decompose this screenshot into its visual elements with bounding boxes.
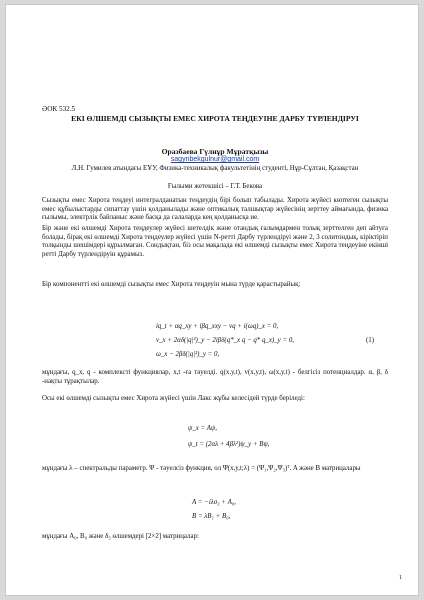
paragraph-intro: Сызықты емес Хирота теңдеуі интегралданатын теңдеудің бірі болып табылады. Хирота жүйесі көптеген сызықты емес құбылыстарды сипаттау үшін қолданылады және оптикалық талшықтар жүйесінің зерттеу аймағында, физика ғылымы, электрлік байланыс және басқа да салаларда кең қолданысқа ие. [42,197,388,222]
equation-2-line-1: ψ_x = Aψ, [188,425,217,432]
paper-title: ЕКІ ӨЛШЕМДІ СЫЗЫҚТЫ ЕМЕС ХИРОТА ТЕҢДЕУІНЕ ДАРБУ ТҮРЛЕНДІРУІ [71,114,359,123]
equation-1-number: (1) [366,337,375,344]
page-number: 1 [399,575,402,581]
equation-2-line-2: ψ_t = (2αλ + 4βλ²)ψ_y + Bψ, [188,441,270,448]
equation-1-line-3: ω_x − 2βδ(|q|²)_y = 0, [156,351,220,358]
author-email-link[interactable]: sagynbekgulnur@gmail.com [170,156,260,163]
paragraph-spectral: мұндағы λ – спектральды параметр. Ψ - тәуелсіз функция, ол Ψ(x,y,t;λ) = (Ψ₁,Ψ₂,Ψ₃)ᵀ. A және B матрицалары [42,465,361,472]
author-name: Оразбаева Гүлнұр Мұратқызы [161,147,269,156]
equation-1-line-1: iq_t + αq_xy + iβq_xxy − vq + i(ωq)_x = 0, [156,323,279,330]
paper-page [5,4,419,596]
paragraph-definitions: мұндағы, q_x, q - комплексті функциялар, x,t -ға тәуелді. q(x,y,t), v(x,y,t), ω(x,y,t) - белгісіз потенциалдар. α, β, δ -нақты тұрақтылар. [42,369,388,385]
equation-1-line-2: v_x + 2αδ(|q|²)_y − 2iβδ(q*_x q − q* q_x)_y = 0, [156,337,294,344]
paragraph-lax-pair: Осы екі өлшемді сызықты емес Хирота жүйесі үшін Лакс жұбы келесідей түрде беріледі: [42,395,305,402]
equation-3-line-2: B = λB₁ + B₀, [192,513,231,520]
paragraph-matrices: мұндағы A₀, B₀ және δ₃ өлшемдері [2×2] матрицалар: [42,533,199,540]
udc-code: ӘОК 532.5 [42,105,76,113]
supervisor: Ғылыми жетекшісі – Г.Т. Бекова [167,183,263,190]
paragraph-background: Бір және екі өлшемді Хирота теңдеулер жүйесі шетелдік және отандық ғалымдармен толық зерттелген деп айтуға болады, бірақ екі өлшемді Хирота теңдеулер жүйесі үшін N-ретті Дарбу түрлендіруі және 2, 3 солитондық, кіріктіріп толқынды шешімдері құрылмаған. Сондықтан, біз осы мақалада екі өлшемді сызықты емес Хирота теңдеуіне екінші ретті Дарбу түрлендіруін құрамыз. [42,225,388,258]
equation-3-line-1: A = −iλσ₃ + A₀, [192,499,236,506]
affiliation: Л.Н. Гумилев атындағы ЕҰУ, Физика-техникалық факультетінің студенті, Нұр-Сұлтан, Қазақстан [71,165,359,172]
paragraph-consider: Бір компонентті екі өлшемді сызықты емес Хирота теңдеуін мына түрде қарастырайық: [42,281,301,288]
